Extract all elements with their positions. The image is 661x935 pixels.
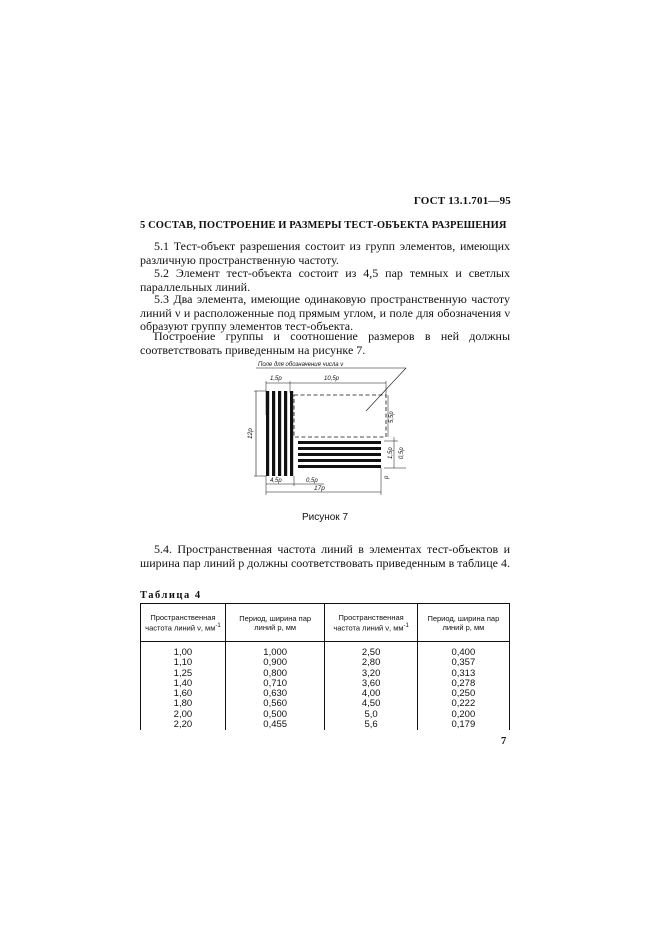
table-cell: 0,800 — [225, 669, 325, 679]
table-cell: 0,278 — [417, 679, 509, 689]
paragraph-5-4: 5.4. Пространственная частота линий в элементах тест-объектов и ширина пар линий p должны соответствовать приведенным в таблице 4. — [140, 542, 510, 570]
paragraph-5-2: 5.2 Элемент тест-объекта состоит из 4,5 пар темных и светлых параллельных линий. — [140, 266, 510, 294]
horizontal-line-element — [298, 441, 381, 468]
table-cell: 2,00 — [141, 710, 226, 720]
dim-1-5p-right: 1,5p — [388, 447, 394, 459]
table-cell: 0,250 — [417, 689, 509, 699]
vertical-line-element — [266, 391, 293, 476]
paragraph-5-3: 5.3 Два элемента, имеющие одинаковую пространственную частоту линий ν и расположенные под прямым углом, и поле для обозначения ν образуют группу элементов тест-объекта. — [140, 292, 510, 333]
table-cell: 2,50 — [325, 642, 417, 659]
section-title: 5 СОСТАВ, ПОСТРОЕНИЕ И РАЗМЕРЫ ТЕСТ-ОБЪЕКТА РАЗРЕШЕНИЯ — [140, 220, 507, 231]
table-cell: 4,50 — [325, 699, 417, 709]
table-cell: 1,80 — [141, 699, 226, 709]
header-period-2: Период, ширина пар линий p, мм — [417, 604, 509, 642]
table-cell: 0,222 — [417, 699, 509, 709]
dim-12p: 12p — [247, 428, 254, 439]
table-cell: 2,80 — [325, 658, 417, 668]
header-period-1: Период, ширина пар линий p, мм — [225, 604, 325, 642]
table-row — [141, 720, 510, 730]
table-label: Таблица 4 — [140, 590, 202, 601]
table-cell: 0,400 — [417, 642, 509, 659]
dim-17p: 17p — [314, 485, 325, 492]
table-cell: 0,900 — [225, 658, 325, 668]
table-cell: 1,40 — [141, 679, 226, 689]
paragraph-5-1: 5.1 Тест-объект разрешения состоит из групп элементов, имеющих различную пространственную частоту. — [140, 239, 510, 267]
page-number: 7 — [501, 736, 507, 747]
table-cell: 4,00 — [325, 689, 417, 699]
table-cell: 0,179 — [417, 720, 509, 730]
table-cell: 0,455 — [225, 720, 325, 730]
header-frequency-2: Пространственная частота линий ν, $мм^{-1}$ — [325, 604, 417, 642]
table-cell: 3,60 — [325, 679, 417, 689]
paragraph-construction: Построение группы и соотношение размеров в ней должны соответствовать приведенным на рисунке 7. — [140, 329, 510, 357]
table-cell: 0,500 — [225, 710, 325, 720]
dim-0-5p-bottom: 0,5p — [306, 478, 318, 484]
table-cell: 0,357 — [417, 658, 509, 668]
table-cell: 0,200 — [417, 710, 509, 720]
table-cell: 2,20 — [141, 720, 226, 730]
table-cell: 3,20 — [325, 669, 417, 679]
table-cell: 5,0 — [325, 710, 417, 720]
figure-caption: Рисунок 7 — [301, 512, 349, 523]
table-cell: 1,10 — [141, 658, 226, 668]
header-frequency-1: Пространственная частота линий ν, $мм^{-1}$ — [141, 604, 226, 642]
dim-1-5p-top: 1,5p — [270, 376, 282, 382]
table-cell: 1,00 — [141, 642, 226, 659]
label-field-box — [294, 395, 386, 437]
dim-p-right: p — [384, 475, 390, 479]
table-cell: 5,6 — [325, 720, 417, 730]
table-cell: 0,560 — [225, 699, 325, 709]
table-4 — [140, 603, 510, 730]
dim-4-5p: 4,5p — [270, 478, 282, 484]
table-cell: 0,630 — [225, 689, 325, 699]
document-code: ГОСТ 13.1.701—95 — [413, 195, 511, 207]
table-cell: 0,313 — [417, 669, 509, 679]
table-cell: 1,60 — [141, 689, 226, 699]
dim-10-5p: 10,5p — [324, 376, 340, 382]
figure-7-diagram — [236, 355, 416, 500]
table-cell: 0,710 — [225, 679, 325, 689]
field-label: Поле для обозначения числа ν — [258, 362, 344, 368]
table-row — [141, 642, 510, 659]
dim-5-5p: 5,5p — [389, 411, 395, 423]
table-cell: 1,25 — [141, 669, 226, 679]
table-cell: 1,000 — [225, 642, 325, 659]
dim-0-5p-right: 0,5p — [399, 447, 405, 459]
